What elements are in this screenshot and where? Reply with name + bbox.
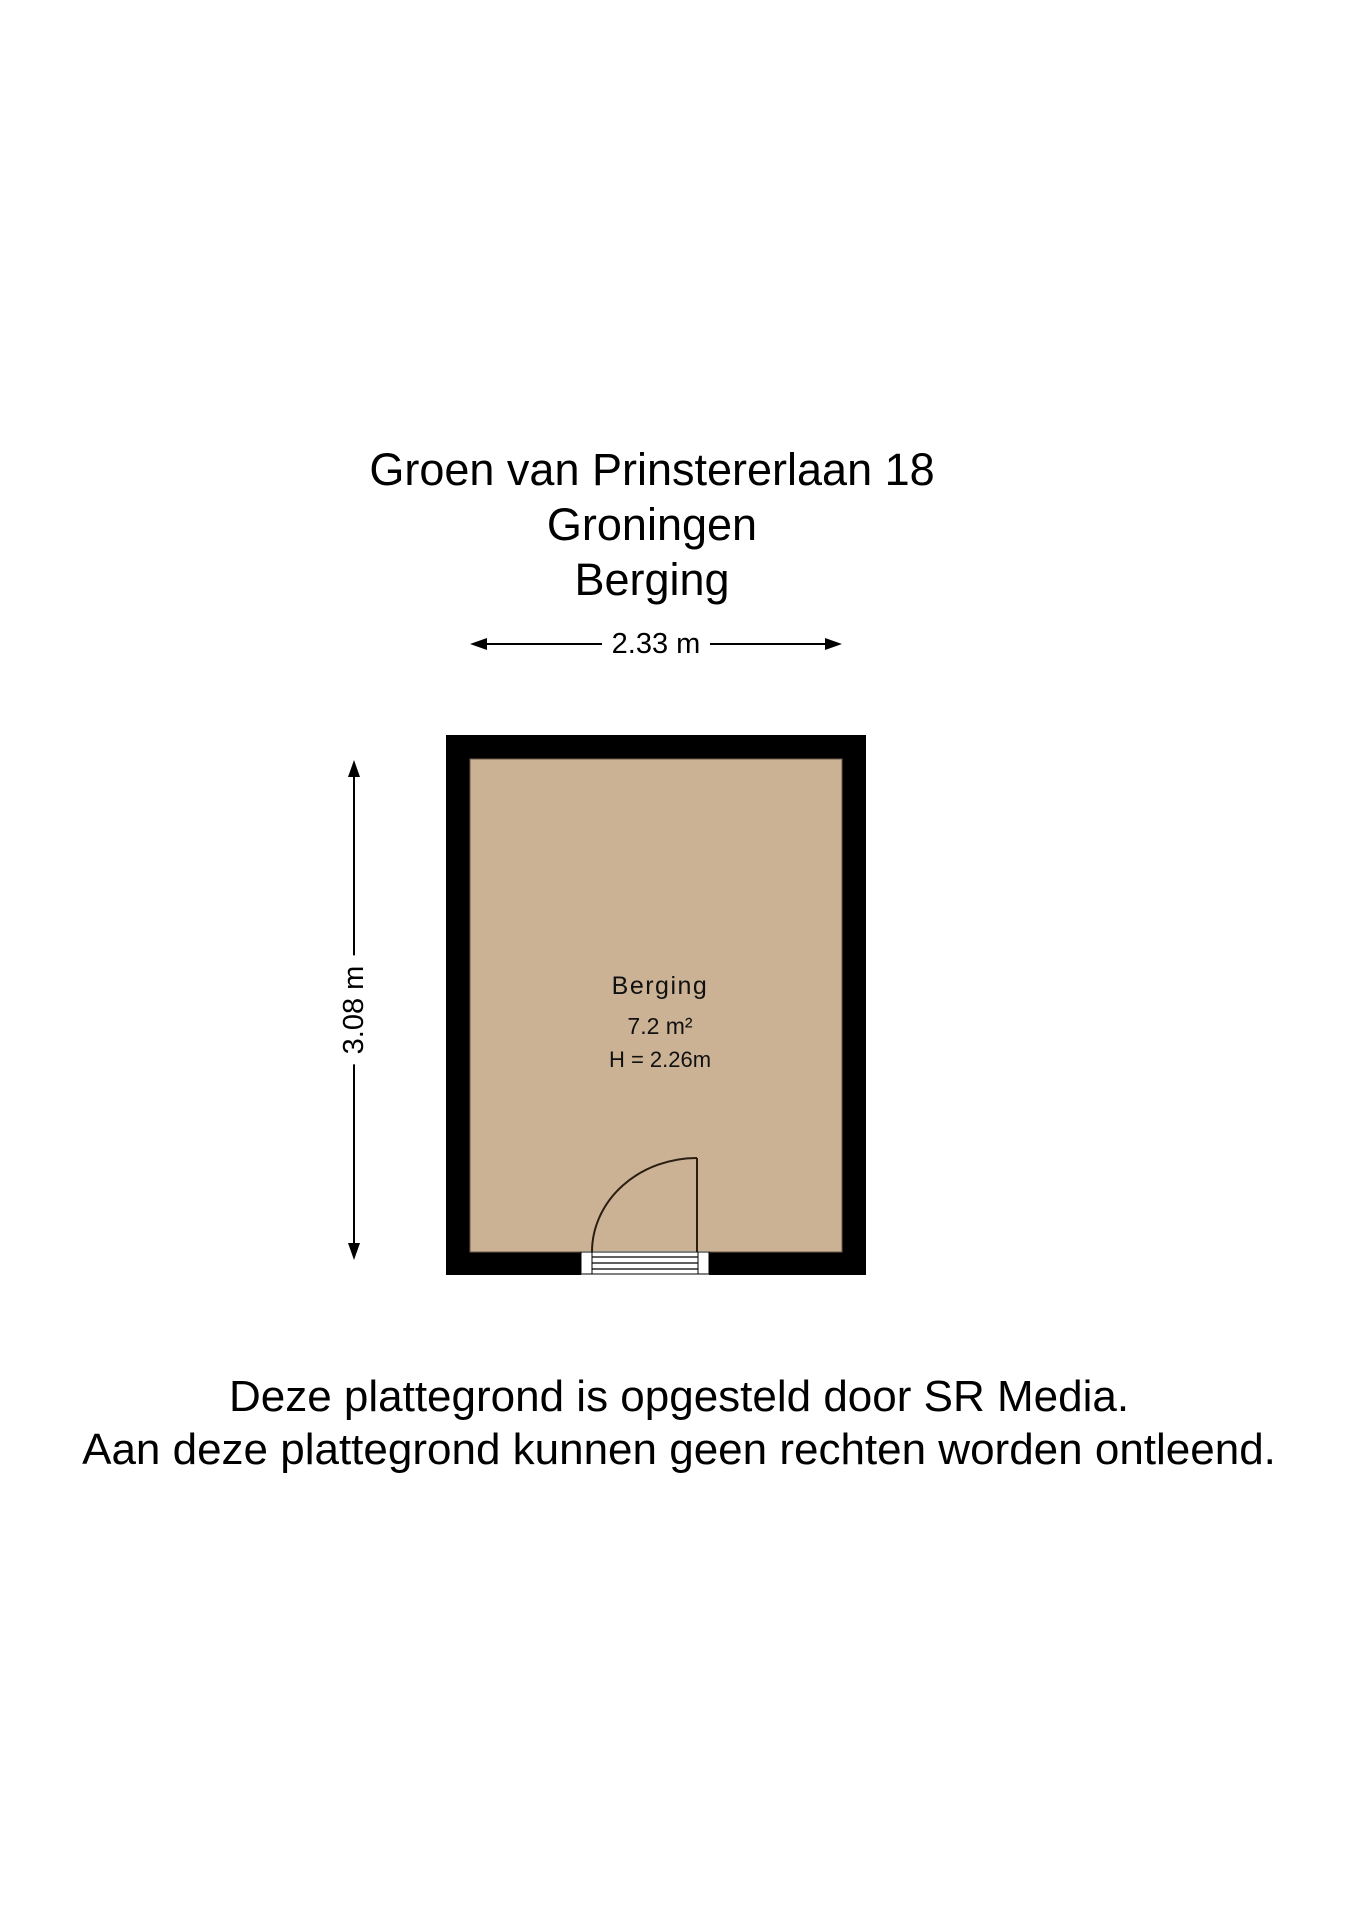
room-name: Berging (611, 972, 709, 1000)
room-height: H = 2.26m (608, 1047, 712, 1072)
floor-title: Berging (574, 554, 730, 605)
width-dimension (470, 626, 842, 662)
width-label: 2.33 m (602, 628, 711, 660)
arrow-up-icon (348, 760, 360, 777)
depth-label: 3.08 m (338, 956, 370, 1065)
room-area: 7.2 m² (627, 1013, 693, 1039)
arrow-down-icon (348, 1243, 360, 1260)
disclaimer-line-2: Aan deze plattegrond kunnen geen rechten worden ontleend. (82, 1425, 1276, 1474)
room-walls (446, 735, 866, 1276)
room-floor (470, 759, 842, 1252)
disclaimer (0, 1370, 1358, 1476)
address-title: Groen van Prinstererlaan 18 (369, 444, 935, 495)
disclaimer-line-1: Deze plattegrond is opgesteld door SR Media. (228, 1372, 1130, 1421)
city-title: Groningen (546, 499, 758, 550)
